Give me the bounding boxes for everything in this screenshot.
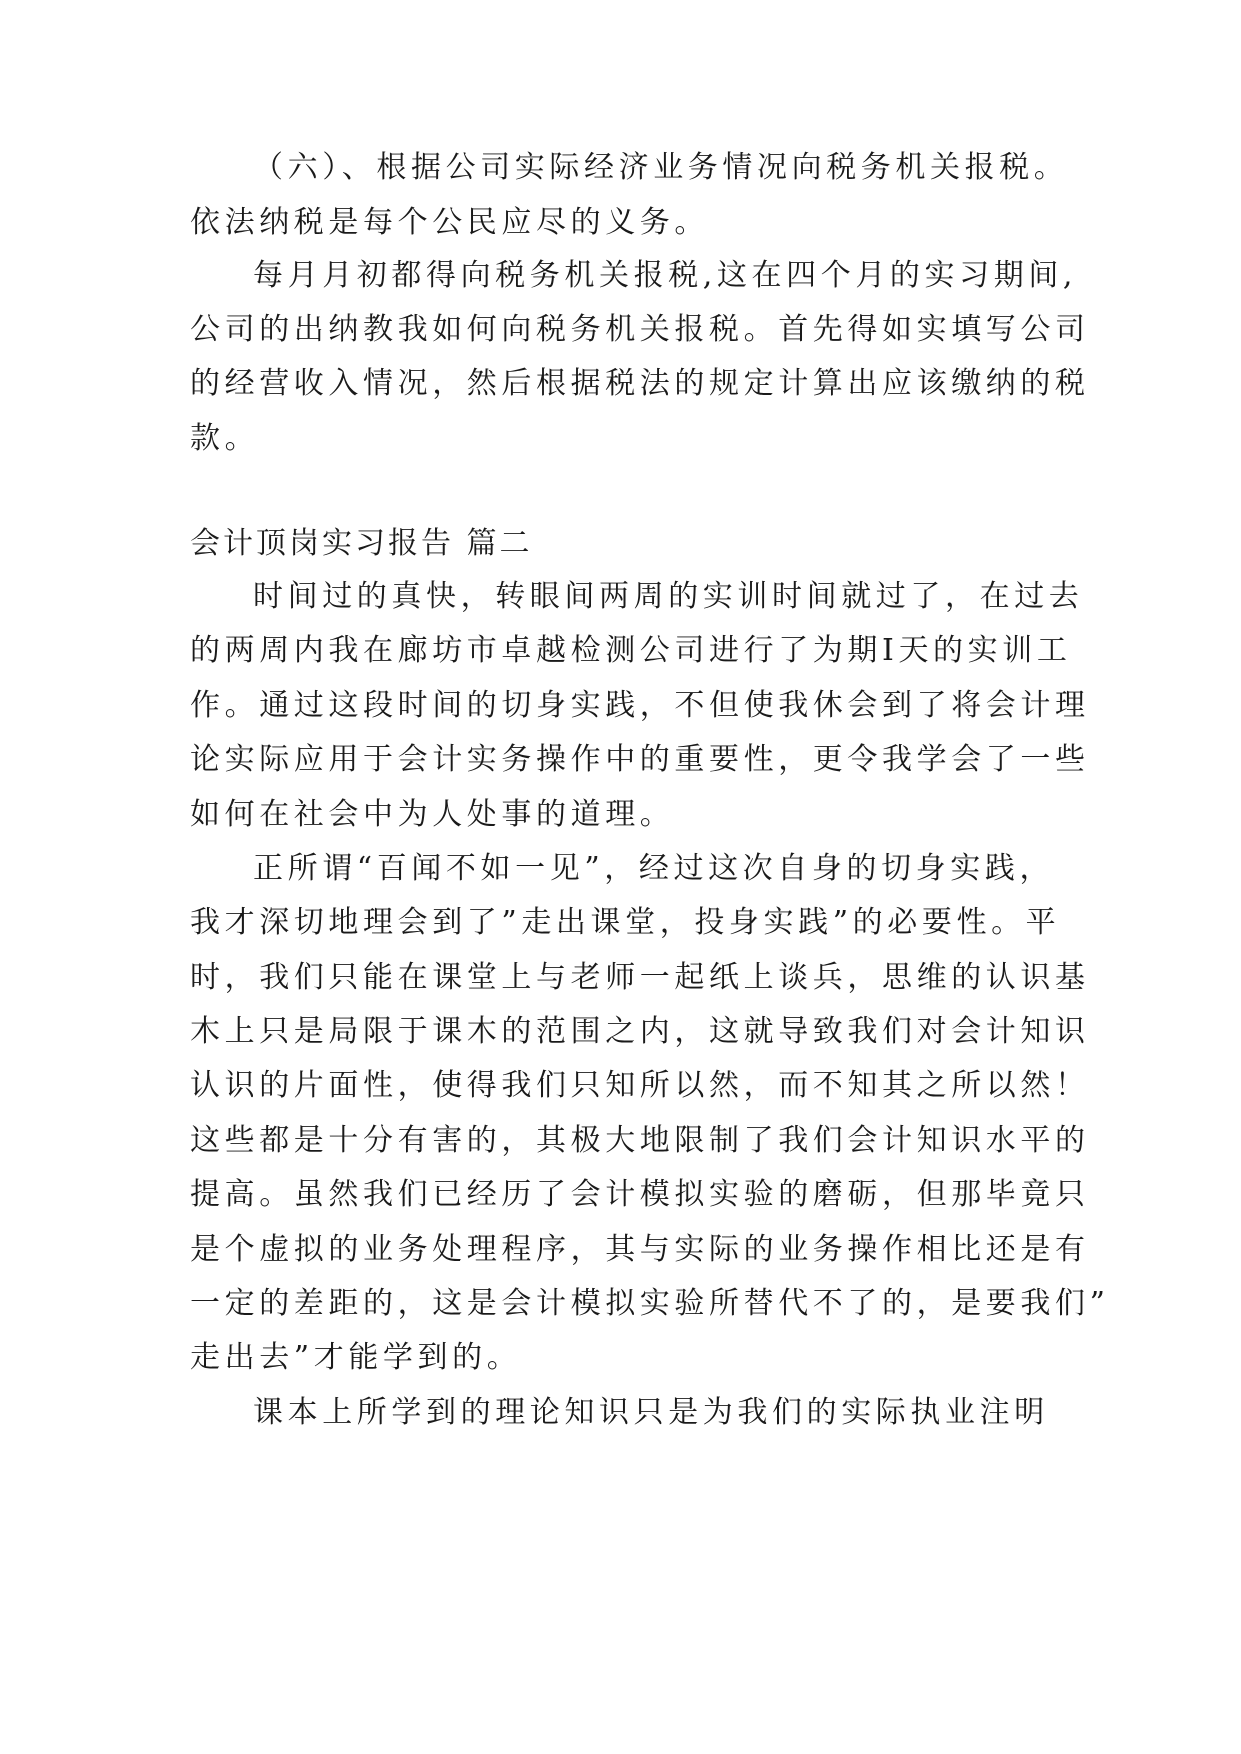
paragraph-line: 时，我们只能在课堂上与老师一起纸上谈兵，思维的认识基	[190, 960, 1090, 995]
paragraph-line: 正所谓“百闻不如一见”，经过这次自身的切身实践，	[253, 851, 1055, 886]
paragraph-line: 的经营收入情况，然后根据税法的规定计算出应该缴纳的税	[190, 366, 1090, 401]
paragraph-line: 时间过的真快，转眼间两周的实训时间就过了，在过去	[253, 579, 1084, 614]
paragraph-line: 课本上所学到的理论知识只是为我们的实际执业注明	[253, 1395, 1049, 1430]
paragraph-line: 木上只是局限于课木的范围之内，这就导致我们对会计知识	[190, 1014, 1090, 1049]
paragraph-line: （六）、根据公司实际经济业务情况向税务机关报税。	[253, 150, 1069, 185]
paragraph-line: 是个虚拟的业务处理程序，其与实际的业务操作相比还是有	[190, 1232, 1090, 1267]
paragraph-line: 一定的差距的，这是会计模拟实验所替代不了的，是要我们”	[190, 1286, 1110, 1321]
paragraph-line: 提高。虽然我们已经历了会计模拟实验的磨砺，但那毕竟只	[190, 1177, 1090, 1212]
paragraph-line: 作。通过这段时间的切身实践，不但使我休会到了将会计理	[190, 688, 1090, 723]
section-heading: 会计顶岗实习报告 篇二	[190, 526, 533, 561]
paragraph-line: 每月月初都得向税务机关报税,这在四个月的实习期间,	[253, 258, 1078, 293]
paragraph-line: 我才深切地理会到了”走出课堂，投身实践”的必要性。平	[190, 905, 1061, 940]
paragraph-line: 依法纳税是每个公民应尽的义务。	[190, 205, 709, 240]
paragraph-line: 公司的出纳教我如何向税务机关报税。首先得如实填写公司	[190, 312, 1090, 347]
paragraph-line: 的两周内我在廊坊市卓越检测公司进行了为期Ⅰ天的实训工	[190, 633, 1072, 668]
paragraph-line: 这些都是十分有害的，其极大地限制了我们会计知识水平的	[190, 1123, 1090, 1158]
paragraph-line: 如何在社会中为人处事的道理。	[190, 797, 675, 832]
paragraph-line: 论实际应用于会计实务操作中的重要性，更令我学会了一些	[190, 742, 1090, 777]
paragraph-line: 认识的片面性，使得我们只知所以然，而不知其之所以然！	[190, 1068, 1090, 1103]
paragraph-line: 走出去”才能学到的。	[190, 1340, 522, 1375]
paragraph-line: 款。	[190, 421, 260, 456]
